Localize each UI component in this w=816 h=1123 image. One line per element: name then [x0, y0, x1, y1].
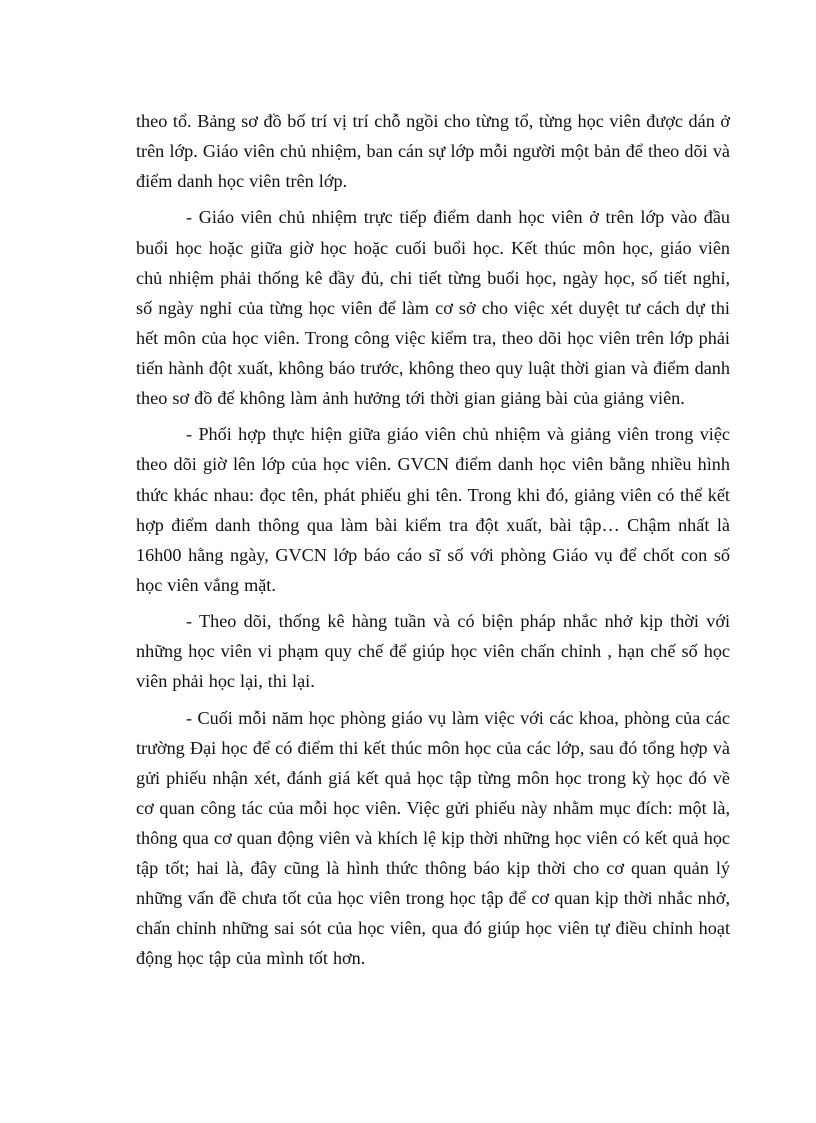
paragraph-4: - Theo dõi, thống kê hàng tuần và có biện pháp nhắc nhở kịp thời với những học viên vi phạm quy chế để giúp học viên chấn chỉnh , hạn chế số học viên phải học lại, thi lại. [136, 611, 730, 692]
paragraph-1: theo tổ. Bảng sơ đồ bố trí vị trí chỗ ngồi cho từng tổ, từng học viên được dán ở trên lớp. Giáo viên chủ nhiệm, ban cán sự lớp mỗi người một bản để theo dõi và điểm danh học viên trên lớp. [136, 111, 730, 192]
paragraph-2: - Giáo viên chủ nhiệm trực tiếp điểm danh học viên ở trên lớp vào đầu buổi học hoặc giữa giờ học hoặc cuối buổi học. Kết thúc môn học, giáo viên chủ nhiệm phải thống kê đầy đủ, chi tiết từng buổi học, ngày học, số tiết nghỉ, số ngày nghỉ của từng học viên để làm cơ sở cho việc xét duyệt tư cách dự thi hết môn của học viên. Trong công việc kiểm tra, theo dõi học viên trên lớp phải tiến hành đột xuất, không báo trước, không theo quy luật thời gian và điểm danh theo sơ đồ để không làm ảnh hưởng tới thời gian giảng bài của giảng viên. [136, 207, 730, 409]
paragraph-3: - Phối hợp thực hiện giữa giáo viên chủ nhiệm và giảng viên trong việc theo dõi giờ lên lớp của học viên. GVCN điểm danh học viên bằng nhiều hình thức khác nhau: đọc tên, phát phiếu ghi tên. Trong khi đó, giảng viên có thể kết hợp điểm danh thông qua làm bài kiểm tra đột xuất, bài tập… Chậm nhất là 16h00 hằng ngày, GVCN lớp báo cáo sĩ số với phòng Giáo vụ để chốt con số học viên vắng mặt. [136, 424, 730, 595]
paragraph-5: - Cuối mỗi năm học phòng giáo vụ làm việc với các khoa, phòng của các trường Đại học để có điểm thi kết thúc môn học của các lớp, sau đó tổng hợp và gửi phiếu nhận xét, đánh giá kết quả học tập từng môn học trong kỳ học đó về cơ quan công tác của mỗi học viên. Việc gửi phiếu này nhằm mục đích: một là, thông qua cơ quan động viên và khích lệ kịp thời những học viên có kết quả học tập tốt; hai là, đây cũng là hình thức thông báo kịp thời cho cơ quan quản lý những vấn đề chưa tốt của học viên trong học tập để cơ quan kịp thời nhắc nhở, chấn chỉnh những sai sót của học viên, qua đó giúp học viên tự điều chỉnh hoạt động học tập của mình tốt hơn. [136, 707, 730, 969]
body-text [136, 106, 730, 980]
